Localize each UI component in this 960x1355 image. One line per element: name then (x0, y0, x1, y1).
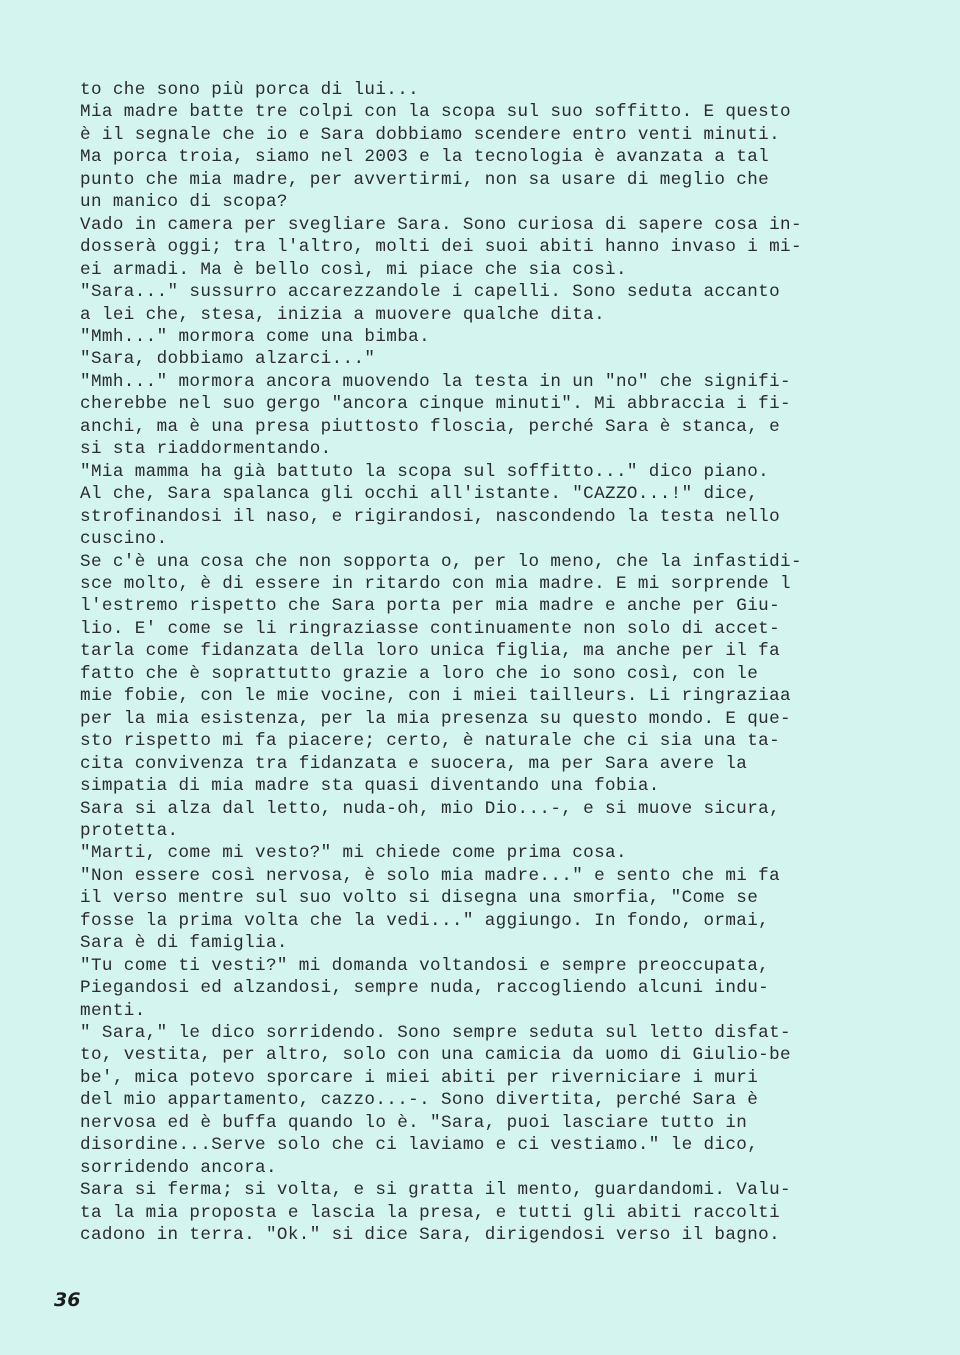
text-line: per la mia esistenza, per la mia presenza su questo mondo. E que- (80, 708, 791, 729)
text-line: "Sara..." sussurro accarezzandole i capelli. Sono seduta accanto (80, 282, 781, 303)
text-line: lio. E' come se li ringraziasse continuamente non solo di accet- (80, 618, 781, 639)
text-line: Sara si ferma; si volta, e si gratta il mento, guardandomi. Valu- (80, 1180, 791, 1201)
text-line: be', mica potevo sporcare i miei abiti per riverniciare i muri (80, 1067, 759, 1088)
text-line: Se c'è una cosa che non sopporta o, per lo meno, che la infastidi- (80, 551, 802, 572)
text-line: è il segnale che io e Sara dobbiamo scendere entro venti minuti. (80, 124, 781, 145)
text-line: fosse la prima volta che la vedi..." aggiungo. In fondo, ormai, (80, 910, 770, 931)
text-line: menti. (80, 1000, 146, 1021)
text-line: si sta riaddormentando. (80, 439, 332, 460)
text-line: Mia madre batte tre colpi con la scopa sul suo soffitto. E questo (80, 102, 791, 123)
text-line: sto rispetto mi fa piacere; certo, è naturale che ci sia una ta- (80, 731, 781, 752)
text-line: nervosa ed è buffa quando lo è. "Sara, puoi lasciare tutto in (80, 1112, 748, 1133)
text-line: tarla come fidanzata della loro unica figlia, ma anche per il fa (80, 641, 781, 662)
text-line: punto che mia madre, per avvertirmi, non sa usare di meglio che (80, 169, 770, 190)
text-line: a lei che, stesa, inizia a muovere qualche dita. (80, 304, 606, 325)
text-line: to, vestita, per altro, solo con una camicia da uomo di Giulio-be (80, 1045, 791, 1066)
text-line: simpatia di mia madre sta quasi diventando una fobia. (80, 776, 660, 797)
text-line: dosserà oggi; tra l'altro, molti dei suoi abiti hanno invaso i mi- (80, 237, 802, 258)
text-line: "Marti, come mi vesto?" mi chiede come prima cosa. (80, 843, 627, 864)
text-line: sorridendo ancora. (80, 1157, 277, 1178)
text-line: un manico di scopa? (80, 192, 288, 213)
text-line: " Sara," le dico sorridendo. Sono sempre seduta sul letto disfat- (80, 1023, 791, 1044)
text-line: "Sara, dobbiamo alzarci..." (80, 349, 376, 370)
text-line: "Mmh..." mormora come una bimba. (80, 326, 431, 347)
text-line: "Non essere così nervosa, è solo mia madre..." e sento che mi fa (80, 865, 781, 886)
text-line: disordine...Serve solo che ci laviamo e ci vestiamo." le dico, (80, 1135, 759, 1156)
text-line: cita convivenza tra fidanzata e suocera, ma per Sara avere la (80, 753, 748, 774)
text-line: Sara è di famiglia. (80, 933, 288, 954)
text-line: Sara si alza dal letto, nuda-oh, mio Dio...-, e si muove sicura, (80, 798, 781, 819)
text-line: "Mmh..." mormora ancora muovendo la testa in un "no" che signifi- (80, 371, 791, 392)
body-text (80, 79, 880, 1247)
text-line: strofinandosi il naso, e rigirandosi, nascondendo la testa nello (80, 506, 781, 527)
text-line: "Mia mamma ha già battuto la scopa sul soffitto..." dico piano. (80, 461, 770, 482)
text-line: il verso mentre sul suo volto si disegna una smorfia, "Come se (80, 888, 759, 909)
text-line: l'estremo rispetto che Sara porta per mia madre e anche per Giu- (80, 596, 781, 617)
text-line: ei armadi. Ma è bello così, mi piace che sia così. (80, 259, 627, 280)
text-line: to che sono più porca di lui... (80, 80, 420, 100)
text-line: sce molto, è di essere in ritardo con mia madre. E mi sorprende l (80, 573, 791, 594)
text-line: Piegandosi ed alzandosi, sempre nuda, raccogliendo alcuni indu- (80, 978, 770, 999)
text-line: del mio appartamento, cazzo...-. Sono divertita, perché Sara è (80, 1090, 759, 1111)
text-line: Ma porca troia, siamo nel 2003 e la tecnologia è avanzata a tal (80, 147, 770, 168)
text-line: ta la mia proposta e lascia la presa, e tutti gli abiti raccolti (80, 1202, 781, 1223)
text-line: anchi, ma è una presa piuttosto floscia, perché Sara è stanca, e (80, 416, 781, 437)
text-line: protetta. (80, 820, 179, 841)
text-line: cherebbe nel suo gergo "ancora cinque minuti". Mi abbraccia i fi- (80, 394, 791, 415)
text-line: "Tu come ti vesti?" mi domanda voltandosi e sempre preoccupata, (80, 955, 770, 976)
text-line: cuscino. (80, 529, 168, 550)
text-line: mie fobie, con le mie vocine, con i miei tailleurs. Li ringraziaa (80, 686, 791, 707)
text-line: cadono in terra. "Ok." si dice Sara, dirigendosi verso il bagno. (80, 1225, 781, 1246)
text-line: Al che, Sara spalanca gli occhi all'istante. "CAZZO...!" dice, (80, 484, 759, 505)
text-line: fatto che è soprattutto grazie a loro che io sono così, con le (80, 663, 759, 684)
text-line: Vado in camera per svegliare Sara. Sono curiosa di sapere cosa in- (80, 214, 802, 235)
page-number: 36 (54, 1289, 81, 1311)
